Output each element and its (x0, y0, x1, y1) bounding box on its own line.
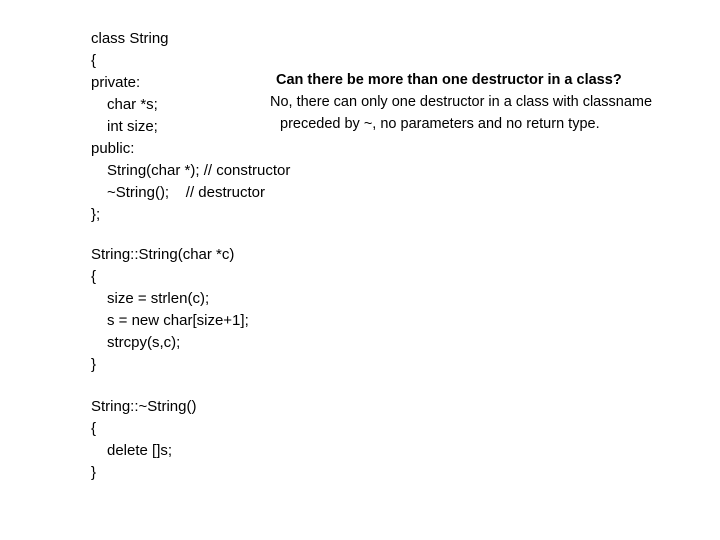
code-line: int size; (107, 118, 158, 135)
code-line: public: (91, 140, 135, 157)
code-line: String::~String() (91, 398, 197, 415)
code-line: } (91, 356, 97, 373)
code-line: { (91, 52, 97, 69)
code-line: strcpy(s,c); (107, 334, 181, 351)
destructor-definition-code (91, 396, 196, 484)
code-line: { (91, 420, 97, 437)
code-line: }; (91, 206, 101, 223)
code-line: char *s; (107, 96, 158, 113)
code-line: size = strlen(c); (107, 290, 210, 307)
code-line: delete []s; (107, 442, 173, 459)
question-answer-box (270, 69, 715, 135)
constructor-definition-code (91, 244, 249, 376)
code-line: String::String(char *c) (91, 246, 235, 263)
code-line: private: (91, 74, 141, 91)
code-line: { (91, 268, 97, 285)
code-line: String(char *); // constructor (107, 162, 291, 179)
answer-text-line-2: preceded by ~, no parameters and no return type. (280, 116, 600, 132)
code-line: class String (91, 30, 169, 47)
question-text: Can there be more than one destructor in a class? (276, 72, 622, 88)
code-line: ~String(); // destructor (107, 184, 265, 201)
code-line: } (91, 464, 97, 481)
class-declaration-code (91, 28, 290, 226)
answer-text-line-1: No, there can only one destructor in a class with classname (270, 94, 653, 110)
code-line: s = new char[size+1]; (107, 312, 249, 329)
